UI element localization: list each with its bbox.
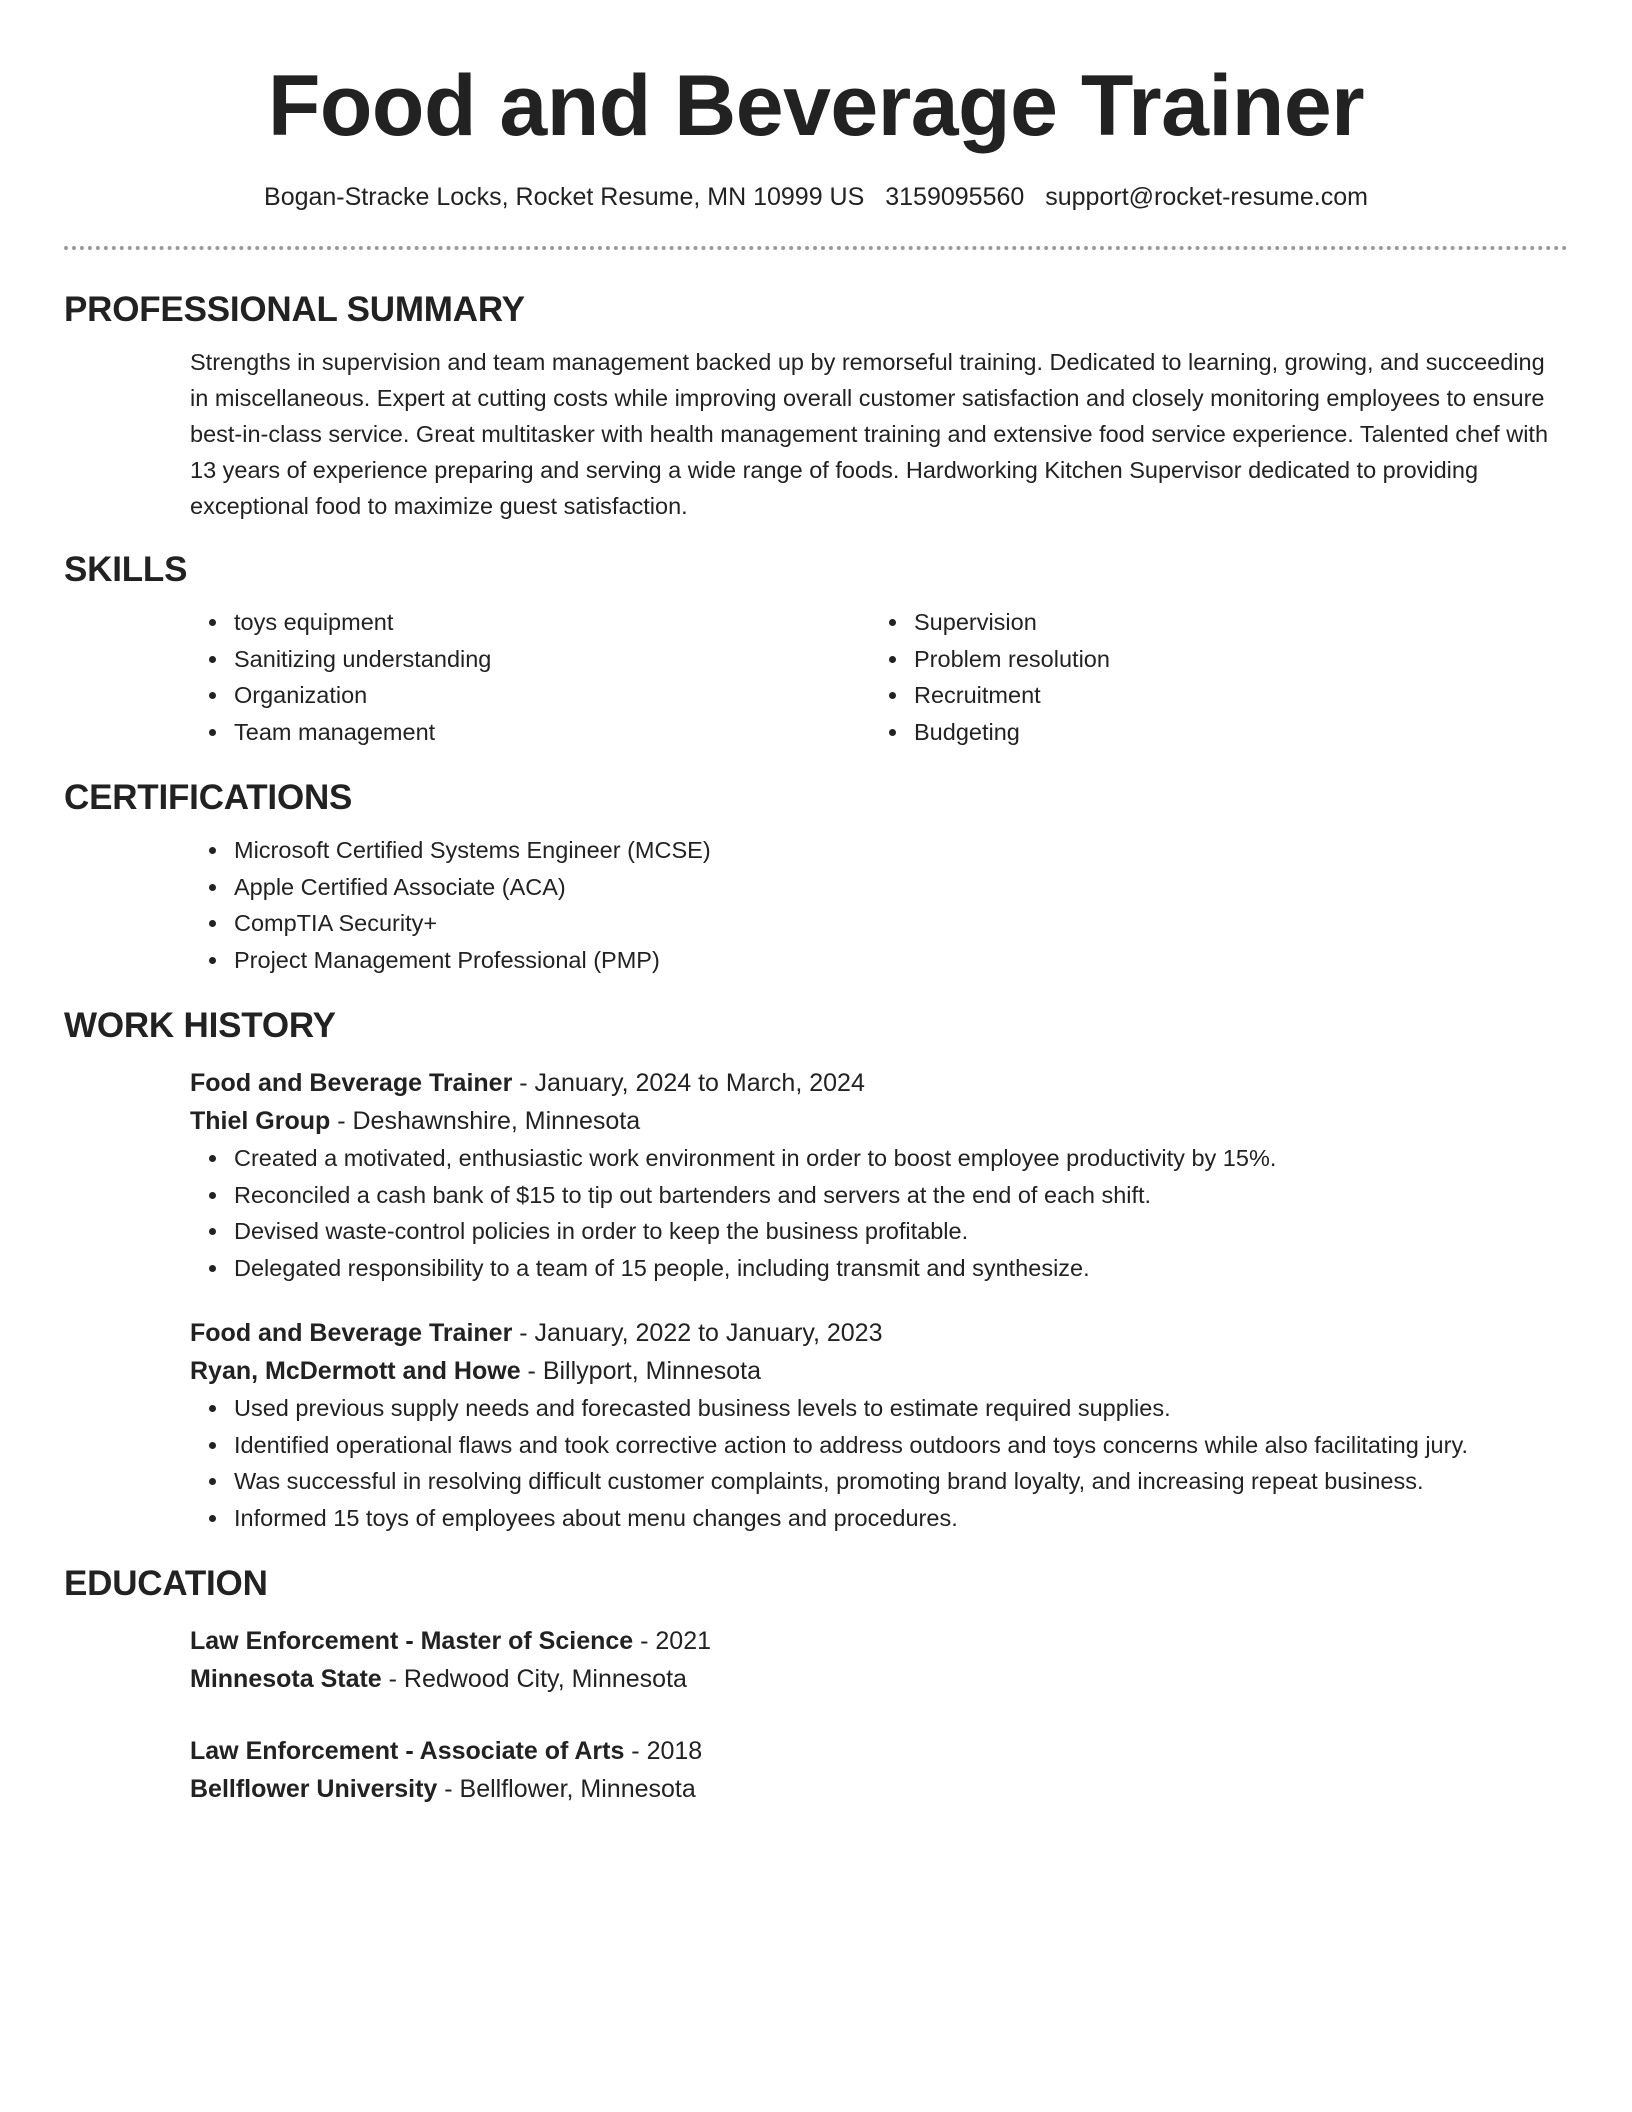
education-section bbox=[64, 1562, 1568, 1808]
contact-address: Bogan-Stracke Locks, Rocket Resume, MN 10999 US bbox=[264, 183, 865, 211]
contact-phone: 3159095560 bbox=[885, 183, 1025, 211]
skill-item: Recruitment bbox=[914, 677, 1550, 714]
job-bullet: Delegated responsibility to a team of 15 people, including transmit and synthesize. bbox=[234, 1250, 1568, 1287]
education-school: Bellflower University bbox=[190, 1775, 438, 1803]
section-title-education: EDUCATION bbox=[64, 1564, 268, 1603]
job-dates: - January, 2024 to March, 2024 bbox=[512, 1069, 865, 1097]
education-location: - Bellflower, Minnesota bbox=[437, 1775, 696, 1803]
skills-column-left bbox=[190, 604, 870, 750]
section-title-certifications: CERTIFICATIONS bbox=[64, 778, 353, 817]
job-company-line bbox=[190, 1352, 1568, 1390]
job-title-line bbox=[190, 1314, 1568, 1352]
education-school-line bbox=[190, 1660, 1568, 1698]
education-degree: Law Enforcement - Master of Science bbox=[190, 1627, 634, 1655]
skill-item: Budgeting bbox=[914, 714, 1550, 751]
summary-section bbox=[64, 288, 1568, 524]
job-location: - Billyport, Minnesota bbox=[520, 1357, 761, 1385]
job-company-line bbox=[190, 1102, 1568, 1140]
resume-name: Food and Beverage Trainer bbox=[267, 58, 1365, 154]
job-role: Food and Beverage Trainer bbox=[190, 1319, 513, 1347]
job-dates: - January, 2022 to January, 2023 bbox=[512, 1319, 883, 1347]
certification-item: Apple Certified Associate (ACA) bbox=[234, 869, 1568, 906]
job-bullets bbox=[190, 1390, 1568, 1536]
contact-email: support@rocket-resume.com bbox=[1045, 183, 1368, 211]
job-bullet: Identified operational flaws and took corrective action to address outdoors and toys concerns while also facilitating jury. bbox=[234, 1427, 1568, 1464]
section-title-work: WORK HISTORY bbox=[64, 1006, 336, 1045]
job-title-line bbox=[190, 1064, 1568, 1102]
certification-item: CompTIA Security+ bbox=[234, 905, 1568, 942]
job-bullet: Was successful in resolving difficult customer complaints, promoting brand loyalty, and increasing repeat business. bbox=[234, 1463, 1568, 1500]
job-bullet: Devised waste-control policies in order to keep the business profitable. bbox=[234, 1213, 1568, 1250]
skill-item: Supervision bbox=[914, 604, 1550, 641]
certification-item: Project Management Professional (PMP) bbox=[234, 942, 1568, 979]
skill-item: Sanitizing understanding bbox=[234, 641, 870, 678]
job-bullet: Created a motivated, enthusiastic work environment in order to boost employee productivity by 15%. bbox=[234, 1140, 1568, 1177]
skills-column-right bbox=[870, 604, 1550, 750]
education-year: - 2021 bbox=[633, 1627, 712, 1655]
certifications-section bbox=[64, 776, 1568, 978]
summary-text: Strengths in supervision and team management backed up by remorseful training. Dedicated to learning, growing, and succeeding in miscellaneous. Expert at cutting costs while improving overall customer satisfaction and closely monitoring employees to ensure best-in-class service. Great multitasker with health management training and extensive food service experience. Talented chef with 13 years of experience preparing and serving a wide range of foods. Hardworking Kitchen Supervisor dedicated to providing exceptional food to maximize guest satisfaction. bbox=[190, 349, 1549, 519]
education-degree-line bbox=[190, 1622, 1568, 1660]
job-entry bbox=[190, 1314, 1568, 1536]
education-entry bbox=[190, 1622, 1568, 1698]
education-degree-line bbox=[190, 1732, 1568, 1770]
skill-item: toys equipment bbox=[234, 604, 870, 641]
job-company: Ryan, McDermott and Howe bbox=[190, 1357, 521, 1385]
job-bullet: Reconciled a cash bank of $15 to tip out bartenders and servers at the end of each shift. bbox=[234, 1177, 1568, 1214]
header-divider bbox=[64, 246, 1568, 250]
contact-line bbox=[64, 180, 1568, 214]
skill-item: Team management bbox=[234, 714, 870, 751]
job-role: Food and Beverage Trainer bbox=[190, 1069, 513, 1097]
section-title-summary: PROFESSIONAL SUMMARY bbox=[64, 290, 525, 329]
skill-item: Problem resolution bbox=[914, 641, 1550, 678]
job-bullets bbox=[190, 1140, 1568, 1286]
education-school-line bbox=[190, 1770, 1568, 1808]
job-company: Thiel Group bbox=[190, 1107, 331, 1135]
skills-columns bbox=[190, 604, 1568, 750]
education-year: - 2018 bbox=[624, 1737, 703, 1765]
job-bullet: Used previous supply needs and forecasted business levels to estimate required supplies. bbox=[234, 1390, 1568, 1427]
education-location: - Redwood City, Minnesota bbox=[381, 1665, 687, 1693]
section-title-skills: SKILLS bbox=[64, 550, 188, 589]
education-school: Minnesota State bbox=[190, 1665, 382, 1693]
job-location: - Deshawnshire, Minnesota bbox=[330, 1107, 641, 1135]
education-degree: Law Enforcement - Associate of Arts bbox=[190, 1737, 625, 1765]
job-entry bbox=[190, 1064, 1568, 1286]
skills-section bbox=[64, 548, 1568, 750]
work-history-section bbox=[64, 1004, 1568, 1536]
education-entry bbox=[190, 1732, 1568, 1808]
skill-item: Organization bbox=[234, 677, 870, 714]
job-bullet: Informed 15 toys of employees about menu changes and procedures. bbox=[234, 1500, 1568, 1537]
certification-item: Microsoft Certified Systems Engineer (MCSE) bbox=[234, 832, 1568, 869]
